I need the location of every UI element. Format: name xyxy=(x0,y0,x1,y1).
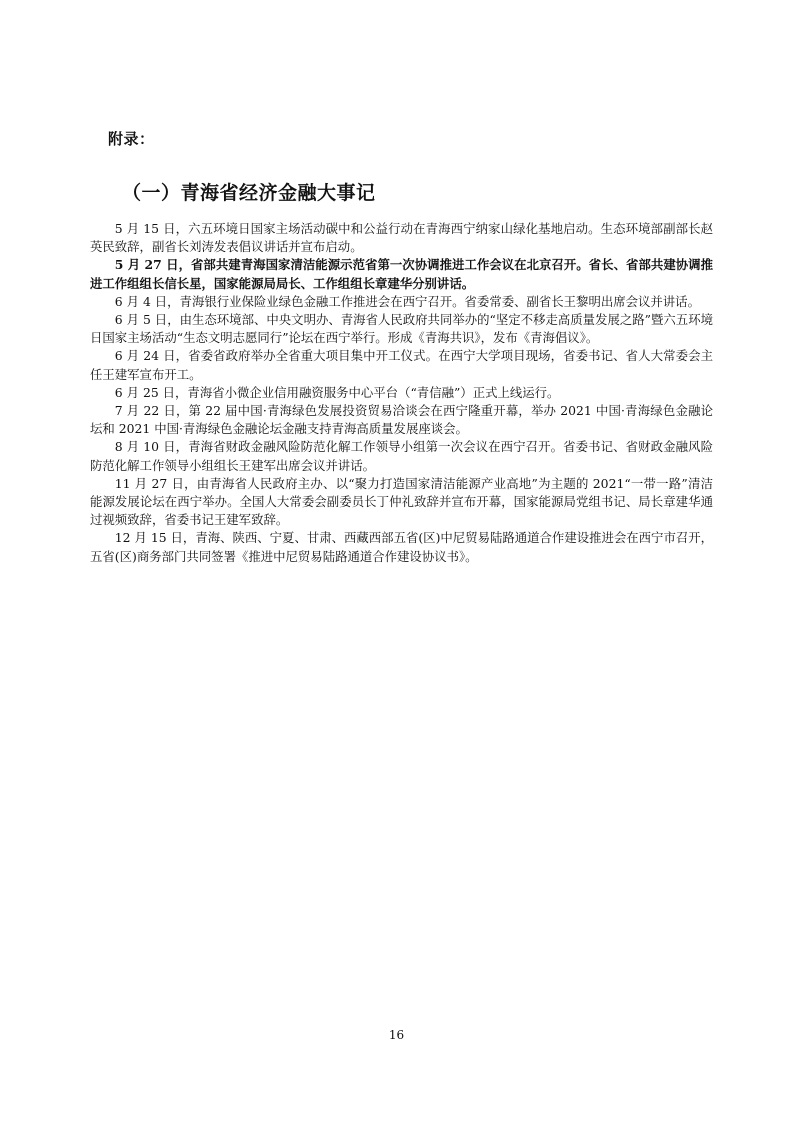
appendix-label: 附录： xyxy=(108,130,155,148)
event-paragraph: 6 月 25 日，青海省小微企业信用融资服务中心平台（“青信融”）正式上线运行。 xyxy=(114,384,560,400)
event-paragraph: 5 月 27 日，省部共建青海国家清洁能源示范省第一次协调推进工作会议在北京召开。省长、省部共建协调推进工作组组长信长星，国家能源局局长、工作组组长章建华分别讲话。 xyxy=(90,257,713,291)
event-paragraph: 6 月 4 日，青海银行业保险业绿色金融工作推进会在西宁召开。省委常委、副省长王黎明出席会议并讲话。 xyxy=(114,293,700,309)
event-paragraph: 7 月 22 日，第 22 届中国·青海绿色发展投资贸易洽谈会在西宁隆重开幕，举办 2021 中国·青海绿色金融论坛和 2021 中国·青海绿色金融论坛金融支持青海高质量发展座谈会。 xyxy=(90,403,713,437)
event-paragraph: 6 月 24 日，省委省政府举办全省重大项目集中开工仪式。在西宁大学项目现场，省委书记、省人大常委会主任王建军宣布开工。 xyxy=(90,348,713,382)
event-paragraph: 6 月 5 日，由生态环境部、中央文明办、青海省人民政府共同举办的“坚定不移走高质量发展之路”暨六五环境日国家主场活动“生态文明志愿同行”论坛在西宁举行。形成《青海共识》，发布《青海倡议》。 xyxy=(90,312,713,346)
event-paragraph: 8 月 10 日，青海省财政金融风险防范化解工作领导小组第一次会议在西宁召开。省委书记、省财政金融风险防范化解工作领导小组组长王建军出席会议并讲话。 xyxy=(90,439,713,473)
event-paragraph: 11 月 27 日，由青海省人民政府主办、以“聚力打造国家清洁能源产业高地”为主题的 2021“一带一路”清洁能源发展论坛在西宁举办。全国人大常委会副委员长丁仲礼致辞并宣布开幕，国家能源局党组书记、局长章建华通过视频致辞，省委书记王建军致辞。 xyxy=(90,475,713,528)
event-paragraph: 5 月 15 日，六五环境日国家主场活动碳中和公益行动在青海西宁纳家山绿化基地启动。生态环境部副部长赵英民致辞，副省长刘涛发表倡议讲话并宣布启动。 xyxy=(90,221,713,255)
page-number: 16 xyxy=(388,1028,405,1042)
event-list xyxy=(90,220,713,566)
section-title: （一）青海省经济金融大事记 xyxy=(122,182,376,204)
event-paragraph: 12 月 15 日，青海、陕西、宁夏、甘肃、西藏西部五省(区)中尼贸易陆路通道合作建设推进会在西宁市召开，五省(区)商务部门共同签署《推进中尼贸易陆路通道合作建设协议书》。 xyxy=(90,530,714,564)
